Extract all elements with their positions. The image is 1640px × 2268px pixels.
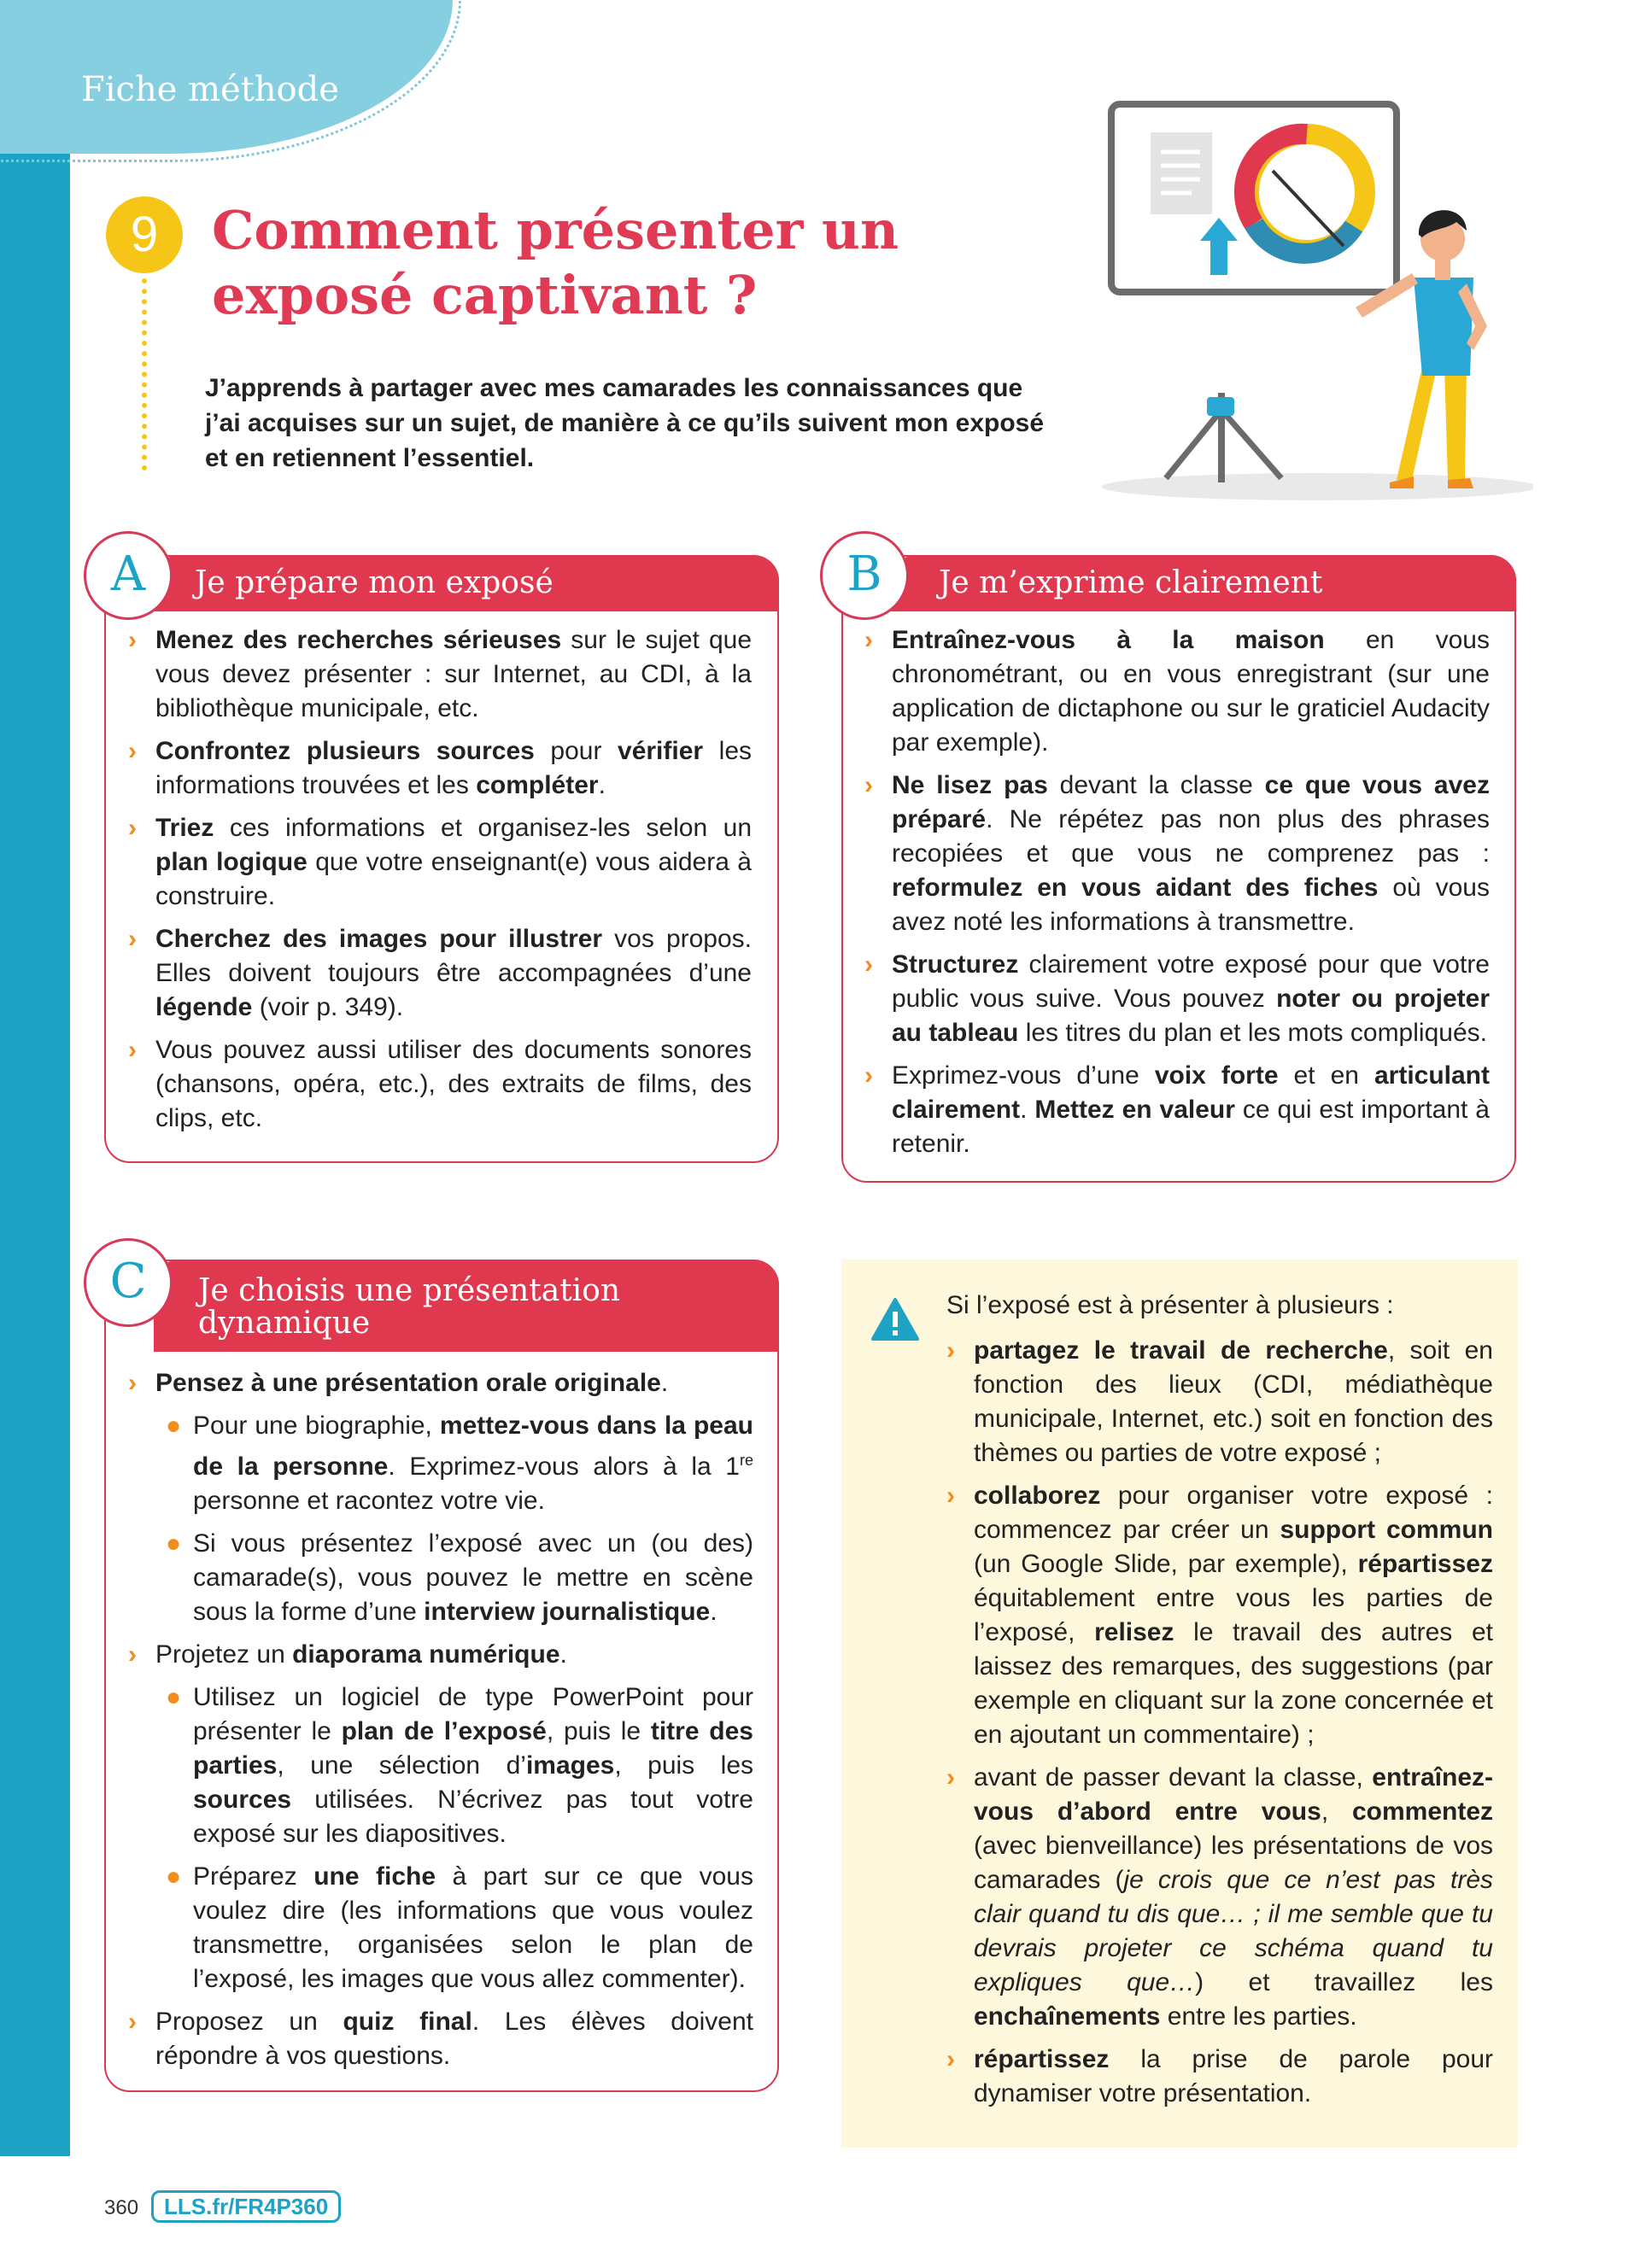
chevron-right-icon: ›: [864, 771, 873, 799]
list-item: › Pensez à une présentation orale originale.: [128, 1366, 753, 1400]
chevron-right-icon: ›: [128, 737, 137, 765]
easel-leg: [1166, 410, 1221, 478]
person-shoe: [1448, 478, 1473, 488]
section-b-header: Je m’exprime clairement: [891, 555, 1516, 611]
person-leg: [1397, 367, 1435, 480]
section-a-letter: A: [84, 531, 173, 620]
section-c-letter: C: [84, 1238, 173, 1327]
section-c-title-line: Je choisis une présentation: [198, 1273, 621, 1308]
chevron-right-icon: ›: [946, 1336, 955, 1365]
sub-list-item: ● Utilisez un logiciel de type PowerPoint pour présenter le plan de l’exposé, puis le titre des parties, une sélection d’images, puis les sources utilisées. N’écrivez pas tout votre exposé sur les diapositives.: [128, 1681, 753, 1851]
list-item: › partagez le travail de recherche, soit en fonction des lieux (CDI, médiathèque municipale, Internet, etc.) soit en fonction des thèmes ou parties de votre exposé ;: [946, 1334, 1493, 1470]
page-number: 360: [104, 2196, 139, 2219]
list-item: › Projetez un diaporama numérique.: [128, 1638, 753, 1672]
chevron-right-icon: ›: [946, 1763, 955, 1792]
intro-text: J’apprends à partager avec mes camarades les connaissances que j’ai acquises sur un sujet, de manière à ce qu’ils suivent mon exposé et en retiennent l’essentiel.: [205, 374, 1045, 472]
chevron-right-icon: ›: [128, 2008, 137, 2036]
chevron-right-icon: ›: [128, 1640, 137, 1669]
easel-clamp: [1207, 397, 1234, 416]
section-a-header: Je prépare mon exposé: [154, 555, 779, 611]
chevron-right-icon: ›: [864, 950, 873, 979]
list-item: › Vous pouvez aussi utiliser des documents sonores (chansons, opéra, etc.), des extraits de films, des clips, etc.: [128, 1033, 752, 1136]
sub-list-item: ● Préparez une fiche à part sur ce que vous voulez dire (les informations que vous voulez transmettre, organisées selon le plan de l’exposé, les images que vous allez commenter).: [128, 1860, 753, 1996]
chevron-right-icon: ›: [128, 626, 137, 654]
left-color-bar: [0, 0, 70, 2156]
person-leg: [1444, 365, 1467, 480]
list-item: › répartissez la prise de parole pour dynamiser votre présentation.: [946, 2043, 1493, 2111]
chevron-right-icon: ›: [946, 1482, 955, 1510]
list-item: › Menez des recherches sérieuses sur le sujet que vous devez présenter : sur Internet, au CDI, à la bibliothèque municipale, etc.: [128, 623, 752, 726]
chevron-right-icon: ›: [946, 2045, 955, 2073]
chevron-right-icon: ›: [864, 626, 873, 654]
chevron-right-icon: ›: [128, 1369, 137, 1397]
sub-list-item: ● Si vous présentez l’exposé avec un (ou des) camarade(s), vous pouvez le mettre en scène sous la forme d’une interview journalistique.: [128, 1527, 753, 1629]
easel-leg: [1221, 410, 1281, 478]
dotted-divider: [142, 278, 147, 471]
bullet-icon: ●: [166, 1529, 182, 1558]
tips-list: [946, 1334, 1493, 2119]
section-label: Fiche méthode: [81, 70, 339, 109]
page-title: Comment présenter un exposé captivant ?: [212, 199, 899, 326]
section-b-list: [864, 623, 1490, 1170]
resource-link[interactable]: LLS.fr/FR4P360: [151, 2190, 341, 2223]
sub-list-item: ● Pour une biographie, mettez-vous dans la peau de la personne. Exprimez-vous alors à la 1re personne et racontez votre vie.: [128, 1409, 753, 1518]
list-item: › Ne lisez pas devant la classe ce que vous avez préparé. Ne répétez pas non plus des phrases recopiées et que vous ne comprenez pas : reformulez en vous aidant des fiches où vous avez noté les informations à transmettre.: [864, 769, 1490, 939]
section-c-header: [154, 1260, 779, 1352]
tips-intro: Si l’exposé est à présenter à plusieurs :: [946, 1291, 1394, 1319]
list-item: › Exprimez-vous d’une voix forte et en articulant clairement. Mettez en valeur ce qui est important à retenir.: [864, 1059, 1490, 1161]
section-c-list: [128, 1366, 753, 2082]
section-a-list: [128, 623, 752, 1144]
bullet-icon: ●: [166, 1683, 182, 1711]
chevron-right-icon: ›: [128, 814, 137, 842]
document-icon: [1151, 132, 1212, 214]
bullet-icon: ●: [166, 1412, 182, 1440]
section-c-title-line: dynamique: [198, 1306, 371, 1341]
list-item: › avant de passer devant la classe, entraînez-vous d’abord entre vous, commentez (avec bienveillance) les présentations de vos camarades (je crois que ce n’est pas très clair quand tu dis que… ; il me semble que tu devrais projeter ce schéma quand tu expliques que…) et travaillez les enchaînements entre les parties.: [946, 1761, 1493, 2034]
method-number-badge: 9: [106, 196, 183, 273]
chevron-right-icon: ›: [864, 1061, 873, 1090]
chevron-right-icon: ›: [128, 925, 137, 953]
list-item: › Structurez clairement votre exposé pour que votre public vous suive. Vous pouvez noter ou projeter au tableau les titres du plan et les mots compliqués.: [864, 948, 1490, 1050]
list-item: › collaborez pour organiser votre exposé : commencez par créer un support commun (un Google Slide, par exemple), répartissez équitablement entre vous les parties de l’exposé, relisez le travail des autres et laissez des remarques, des suggestions (par exemple en cliquant sur la zone concernée et en ajoutant un commentaire) ;: [946, 1479, 1493, 1752]
list-item: › Cherchez des images pour illustrer vos propos. Elles doivent toujours être accompagnées d’une légende (voir p. 349).: [128, 922, 752, 1025]
bullet-icon: ●: [166, 1862, 182, 1891]
list-item: › Proposez un quiz final. Les élèves doivent répondre à vos questions.: [128, 2005, 753, 2073]
list-item: › Entraînez-vous à la maison en vous chronométrant, ou en vous enregistrant (sur une application de dictaphone ou sur le graticiel Audacity par exemple).: [864, 623, 1490, 760]
presenter-illustration: [1072, 94, 1533, 512]
list-item: › Triez ces informations et organisez-les selon un plan logique que votre enseignant(e) vous aidera à construire.: [128, 811, 752, 914]
warning-icon: [871, 1298, 919, 1342]
chevron-right-icon: ›: [128, 1036, 137, 1064]
list-item: › Confrontez plusieurs sources pour vérifier les informations trouvées et les compléter.: [128, 734, 752, 803]
section-b-letter: B: [820, 531, 909, 620]
